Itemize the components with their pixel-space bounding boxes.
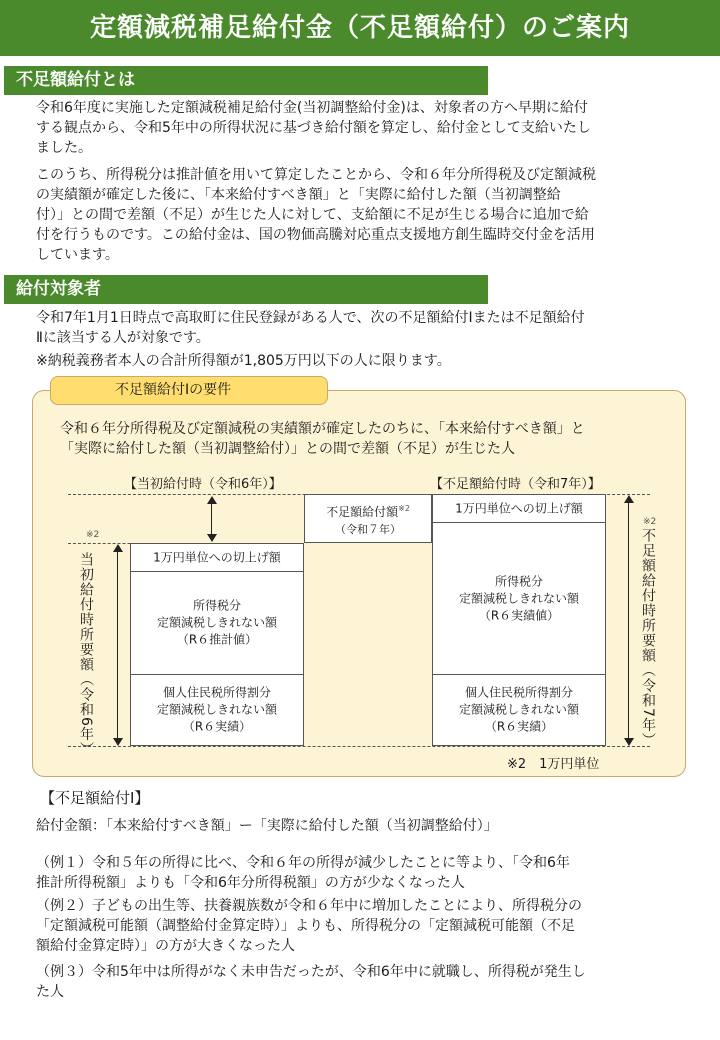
text-line: 令和6年度に実施した定額減税補足給付金(当初調整給付金)は、対象者の方へ早期に給付	[36, 100, 588, 116]
cell-text	[433, 685, 605, 736]
cell-line: 定額減税しきれない額	[156, 615, 277, 630]
cell-text	[131, 598, 303, 649]
left-income-tax-cell	[130, 571, 304, 675]
cell-line: 所得税分	[192, 598, 241, 613]
cell-line: （R６実績）	[182, 719, 252, 734]
right-dimension-shaft	[628, 502, 629, 738]
text-line: 令和６年分所得税及び定額減税の実績額が確定したのちに、「本来給付すべき額」と	[60, 421, 585, 437]
cell-text	[433, 573, 605, 624]
arrow-down-icon	[624, 738, 634, 746]
guide-line-bottom	[68, 746, 650, 747]
cell-line: （R６実績）	[484, 719, 554, 734]
arrow-down-icon	[207, 534, 217, 542]
text-line: 令和7年1月1日時点で高取町に住民登録がある人で、次の不足額給付Ⅰまたは不足額給付	[36, 310, 585, 326]
example-3	[36, 962, 586, 1002]
note-mark-left: ※2	[86, 530, 100, 540]
requirement-tab: 不足額給付Ⅰの要件	[50, 376, 328, 405]
cell-line: （令和７年）	[335, 522, 401, 536]
left-roundup-cell	[130, 543, 304, 572]
text-line: しています。	[36, 247, 119, 263]
left-vertical-label: 当初給付時所要額（令和6年）	[78, 552, 94, 757]
cell-line: （R６実績値）	[478, 608, 560, 622]
section2-para1	[36, 308, 585, 348]
cell-text	[131, 685, 303, 736]
text-line: する観点から、令和5年中の所得状況に基づき給付額を算定し、給付金として支給いたし	[36, 120, 591, 136]
section-heading-fusokugaku: 不足額給付とは	[4, 66, 488, 95]
note-mark: ※2	[398, 503, 410, 513]
cell-text	[305, 500, 431, 538]
text-line: 額給付金算定時）」の方が大きくなった人	[36, 938, 295, 954]
note-mark-right: ※2	[643, 517, 657, 527]
text-line: 「定額減税可能額（調整給付金算定時）」よりも、所得税分の「定額減税可能額（不足	[36, 918, 575, 934]
cell-line: （R６推計値）	[176, 632, 258, 647]
text-line: 付）」との間で差額（不足）が生じた人に対して、支給額に不足が生じる場合に追加で給	[36, 207, 589, 223]
cell-line: 所得税分	[494, 574, 543, 588]
formula-heading: 【不足額給付Ⅰ】	[40, 789, 150, 807]
right-resident-tax-cell	[432, 674, 606, 746]
cell-line: 不足額給付額	[326, 504, 399, 519]
text-line: 「実際に給付した額（当初調整給付）」との間で差額（不足）が生じた人	[60, 441, 515, 457]
left-resident-tax-cell	[130, 674, 304, 746]
text-line: このうち、所得税分は推計値を用いて算定したことから、令和６年分所得税及び定額減税	[36, 167, 596, 183]
section1-para2	[36, 165, 596, 265]
example-1	[36, 853, 570, 893]
text-line: （例１）令和５年の所得に比べ、令和６年の所得が減少したことに等より、「令和6年	[36, 855, 570, 871]
left-dimension-shaft	[117, 551, 118, 738]
text-line: （例３）令和5年中は所得がなく未申告だったが、令和6年中に就職し、所得税が発生し	[36, 964, 586, 980]
shortfall-amount-cell	[304, 494, 432, 543]
page-title: 定額減税補足給付金（不足額給付）のご案内	[0, 0, 720, 56]
text-line: Ⅱに該当する人が対象です。	[36, 330, 210, 346]
text-line: 付を行うものです。この給付金は、国の物価高騰対応重点支援地方創生臨時交付金を活用	[36, 227, 595, 243]
formula-text: 給付金額：「本来給付すべき額」ー「実際に給付した額（当初調整給付）」	[36, 818, 498, 834]
right-roundup-cell	[432, 494, 606, 523]
right-vertical-label: 不足額給付時所要額（令和7年）	[640, 528, 656, 748]
arrow-down-icon	[113, 738, 123, 746]
cell-line: 定額減税しきれない額	[156, 702, 277, 717]
cell-line: 定額減税しきれない額	[458, 591, 579, 605]
left-column-header: 【当初給付時（令和6年）】	[124, 477, 282, 492]
arrow-shaft	[211, 502, 212, 534]
section1-para1	[36, 98, 591, 158]
requirement-description	[60, 419, 585, 459]
cell-line: 個人住民税所得割分	[464, 685, 573, 700]
text-line: （例２）子どもの出生等、扶養親族数が令和６年中に増加したことにより、所得税分の	[36, 898, 582, 914]
cell-line: 個人住民税所得割分	[162, 685, 271, 700]
right-column-header: 【不足額給付時（令和7年）】	[430, 477, 601, 492]
cell-line: 定額減税しきれない額	[458, 702, 579, 717]
section-heading-taishosha: 給付対象者	[4, 275, 488, 304]
text-line: ました。	[36, 140, 92, 156]
text-line: た人	[36, 984, 64, 1000]
cell-text: 1万円単位への切上げ額	[153, 550, 281, 564]
right-income-tax-cell	[432, 522, 606, 675]
arrow-up-icon	[113, 544, 123, 552]
cell-text: 1万円単位への切上げ額	[455, 501, 583, 515]
example-2	[36, 896, 582, 956]
text-line: 推計所得税額」よりも「令和6年分所得税額」の方が少なくなった人	[36, 875, 465, 891]
income-limit-note: ※納税義務者本人の合計所得額が1,805万円以下の人に限ります。	[36, 353, 451, 369]
text-line: の実績額が確定した後に、「本来給付すべき額」と「実際に給付した額（当初調整給	[36, 187, 561, 203]
arrow-up-icon	[624, 495, 634, 503]
arrow-up-icon	[207, 496, 217, 504]
unit-footnote: ※2 1万円単位	[507, 757, 600, 772]
